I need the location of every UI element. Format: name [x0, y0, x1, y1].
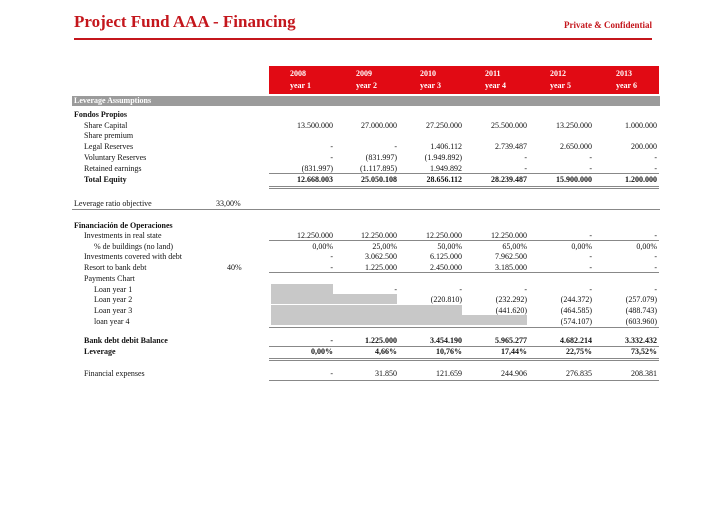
financiacion-row-cell: 0,00%	[571, 242, 592, 251]
bank-debt-balance-row-cell: 4.682.214	[560, 336, 592, 345]
leverage-row-cell: 22,75%	[566, 347, 592, 356]
financiacion-row-cell: (464.585)	[560, 306, 592, 315]
fondos-row-cell: -	[654, 153, 657, 162]
total-equity-row-cell: 1.200.000	[625, 175, 657, 184]
fondos-row-cell: 27.250.000	[426, 121, 462, 130]
financiacion-row-label: % de buildings (no land)	[94, 242, 174, 251]
year-header-2011: 2011	[485, 69, 501, 78]
financiacion-row-cell: (574.107)	[560, 317, 592, 326]
resort-rule	[269, 272, 659, 273]
financiacion-row-label: Loan year 3	[94, 306, 133, 315]
leverage-row-cell: 10,76%	[436, 347, 462, 356]
year-header-2012: 2012	[550, 69, 566, 78]
financiacion-title: Financiación de Operaciones	[74, 221, 173, 230]
financial-expenses-label: Financial expenses	[84, 369, 145, 378]
financiacion-row-cell: -	[654, 285, 657, 294]
financiacion-row-cell: 0,00%	[312, 242, 333, 251]
financiacion-row-label: Loan year 1	[94, 285, 133, 294]
financiacion-row-label: Resort to bank debt	[84, 263, 147, 272]
bank-debt-balance-row-cell: 3.332.432	[625, 336, 657, 345]
fondos-row-cell: 2.650.000	[560, 142, 592, 151]
fondos-row-cell: -	[589, 153, 592, 162]
fondos-row-label: Retained earnings	[84, 164, 142, 173]
financiacion-row-cell: 6.125.000	[430, 252, 462, 261]
leverage-label: Leverage	[84, 347, 116, 356]
financiacion-row-cell: -	[524, 285, 527, 294]
fondos-row-cell: (1.949.892)	[424, 153, 462, 162]
financiacion-row-cell: (244.372)	[560, 295, 592, 304]
year-label-2013: year 6	[616, 81, 637, 90]
total-equity-row-cell: 12.668.003	[297, 175, 333, 184]
fondos-row-cell: 1.949.892	[430, 164, 462, 173]
fondos-row-cell: (831.997)	[301, 164, 333, 173]
financial-expenses-row-cell: -	[330, 369, 333, 378]
confidential-label: Private & Confidential	[564, 20, 652, 30]
financiacion-row-label: loan year 4	[94, 317, 130, 326]
objective-rule	[72, 209, 660, 210]
fondos-row-label: Share Capital	[84, 121, 128, 130]
fondos-propios-title: Fondos Propios	[74, 110, 127, 119]
financiacion-row-cell: 3.185.000	[495, 263, 527, 272]
financial-expenses-row-cell: 276.835	[566, 369, 592, 378]
loan-year-1-gray	[271, 284, 333, 294]
loan-year-3-gray	[271, 305, 462, 315]
fondos-row-cell: -	[330, 153, 333, 162]
bank-debt-percent: 40%	[227, 263, 242, 272]
financiacion-row-label: Loan year 2	[94, 295, 133, 304]
investments-rule	[269, 240, 659, 241]
financiacion-row-label: Payments Chart	[84, 274, 135, 283]
financiacion-row-cell: (220.810)	[430, 295, 462, 304]
financiacion-row-cell: (488.743)	[625, 306, 657, 315]
fondos-row-cell: 27.000.000	[361, 121, 397, 130]
financiacion-row-cell: -	[589, 263, 592, 272]
year-header-2013: 2013	[616, 69, 632, 78]
year-label-2009: year 2	[356, 81, 377, 90]
leverage-objective-label: Leverage ratio objective	[74, 199, 152, 208]
fondos-row-cell: -	[330, 142, 333, 151]
fondos-row-cell: 1.000.000	[625, 121, 657, 130]
bank-debt-balance-row-cell: 5.965.277	[495, 336, 527, 345]
financiacion-row-cell: 12.250.000	[426, 231, 462, 240]
financiacion-row-cell: 2.450.000	[430, 263, 462, 272]
financial-expenses-row-cell: 121.659	[436, 369, 462, 378]
total-equity-row-cell: 28.239.487	[491, 175, 527, 184]
total-equity-row-cell: 28.656.112	[426, 175, 462, 184]
year-label-2010: year 3	[420, 81, 441, 90]
bank-debt-balance-label: Bank debt debit Balance	[84, 336, 168, 345]
financiacion-row-cell: 1.225.000	[365, 263, 397, 272]
fondos-row-cell: 2.739.487	[495, 142, 527, 151]
financiacion-row-cell: 7.962.500	[495, 252, 527, 261]
fondos-row-cell: -	[654, 164, 657, 173]
total-equity-top-rule	[269, 173, 659, 174]
year-label-2011: year 4	[485, 81, 506, 90]
leverage-row-cell: 73,52%	[631, 347, 657, 356]
fondos-row-label: Legal Reserves	[84, 142, 134, 151]
financiacion-row-cell: 65,00%	[502, 242, 527, 251]
financiacion-row-cell: -	[654, 263, 657, 272]
year-header-2009: 2009	[356, 69, 372, 78]
fondos-row-cell: -	[524, 153, 527, 162]
financiacion-row-cell: -	[330, 252, 333, 261]
financiacion-row-cell: (232.292)	[495, 295, 527, 304]
financiacion-row-cell: 12.250.000	[297, 231, 333, 240]
financiacion-row-cell: (603.960)	[625, 317, 657, 326]
fondos-row-cell: 13.250.000	[556, 121, 592, 130]
total-equity-row-cell: 15.900.000	[556, 175, 592, 184]
fondos-row-cell: 13.500.000	[297, 121, 333, 130]
fondos-row-label: Share premium	[84, 131, 134, 140]
title-rule	[74, 38, 652, 40]
fondos-row-cell: -	[524, 164, 527, 173]
loans-rule	[269, 327, 659, 328]
fondos-row-label: Voluntary Reserves	[84, 153, 147, 162]
financiacion-row-cell: -	[654, 252, 657, 261]
leverage-row-cell: 4,66%	[375, 347, 397, 356]
financiacion-row-cell: 12.250.000	[491, 231, 527, 240]
total-equity-label: Total Equity	[84, 175, 127, 184]
financiacion-row-cell: 25,00%	[372, 242, 397, 251]
financiacion-row-cell: 12.250.000	[361, 231, 397, 240]
financiacion-row-cell: 50,00%	[437, 242, 462, 251]
total-equity-row-cell: 25.050.108	[361, 175, 397, 184]
leverage-rule	[269, 358, 659, 361]
financial-expenses-row-cell: 208.381	[631, 369, 657, 378]
loan-year-4-gray	[271, 315, 527, 325]
bank-debt-balance-row-cell: 3.454.190	[430, 336, 462, 345]
leverage-objective-value: 33,00%	[216, 199, 241, 208]
fondos-row-cell: (831.997)	[365, 153, 397, 162]
fondos-row-cell: 25.500.000	[491, 121, 527, 130]
year-header-2010: 2010	[420, 69, 436, 78]
fondos-row-cell: (1.117.895)	[359, 164, 397, 173]
financiacion-row-cell: -	[459, 285, 462, 294]
year-label-2008: year 1	[290, 81, 311, 90]
financiacion-row-cell: -	[394, 285, 397, 294]
loan-year-2-gray	[271, 294, 397, 304]
page-title: Project Fund AAA - Financing	[74, 12, 296, 31]
financial-expenses-row-cell: 31.850	[375, 369, 397, 378]
section-leverage-assumptions: Leverage Assumptions	[72, 96, 660, 106]
financiacion-row-cell: -	[589, 252, 592, 261]
financial-expenses-row-cell: 244.906	[501, 369, 527, 378]
financiacion-row-cell: -	[589, 285, 592, 294]
financiacion-row-cell: -	[330, 263, 333, 272]
fondos-row-cell: 1.406.112	[430, 142, 462, 151]
leverage-row-cell: 17,44%	[501, 347, 527, 356]
financiacion-row-label: Investments covered with debt	[84, 252, 182, 261]
fondos-row-cell: 200.000	[631, 142, 657, 151]
financiacion-row-cell: 0,00%	[636, 242, 657, 251]
financiacion-row-cell: (441.620)	[495, 306, 527, 315]
year-header-2008: 2008	[290, 69, 306, 78]
financiacion-row-cell: -	[589, 231, 592, 240]
financiacion-row-cell: -	[654, 231, 657, 240]
bank-debt-balance-row-cell: -	[330, 336, 333, 345]
financiacion-row-cell: 3.062.500	[365, 252, 397, 261]
financiacion-row-label: Investments in real state	[84, 231, 162, 240]
bank-debt-balance-row-cell: 1.225.000	[365, 336, 397, 345]
financiacion-row-cell: (257.079)	[625, 295, 657, 304]
leverage-row-cell: 0,00%	[311, 347, 333, 356]
financial-rule	[269, 380, 659, 381]
fondos-row-cell: -	[394, 142, 397, 151]
total-equity-bottom-rule	[269, 186, 659, 189]
fondos-row-cell: -	[589, 164, 592, 173]
year-label-2012: year 5	[550, 81, 571, 90]
